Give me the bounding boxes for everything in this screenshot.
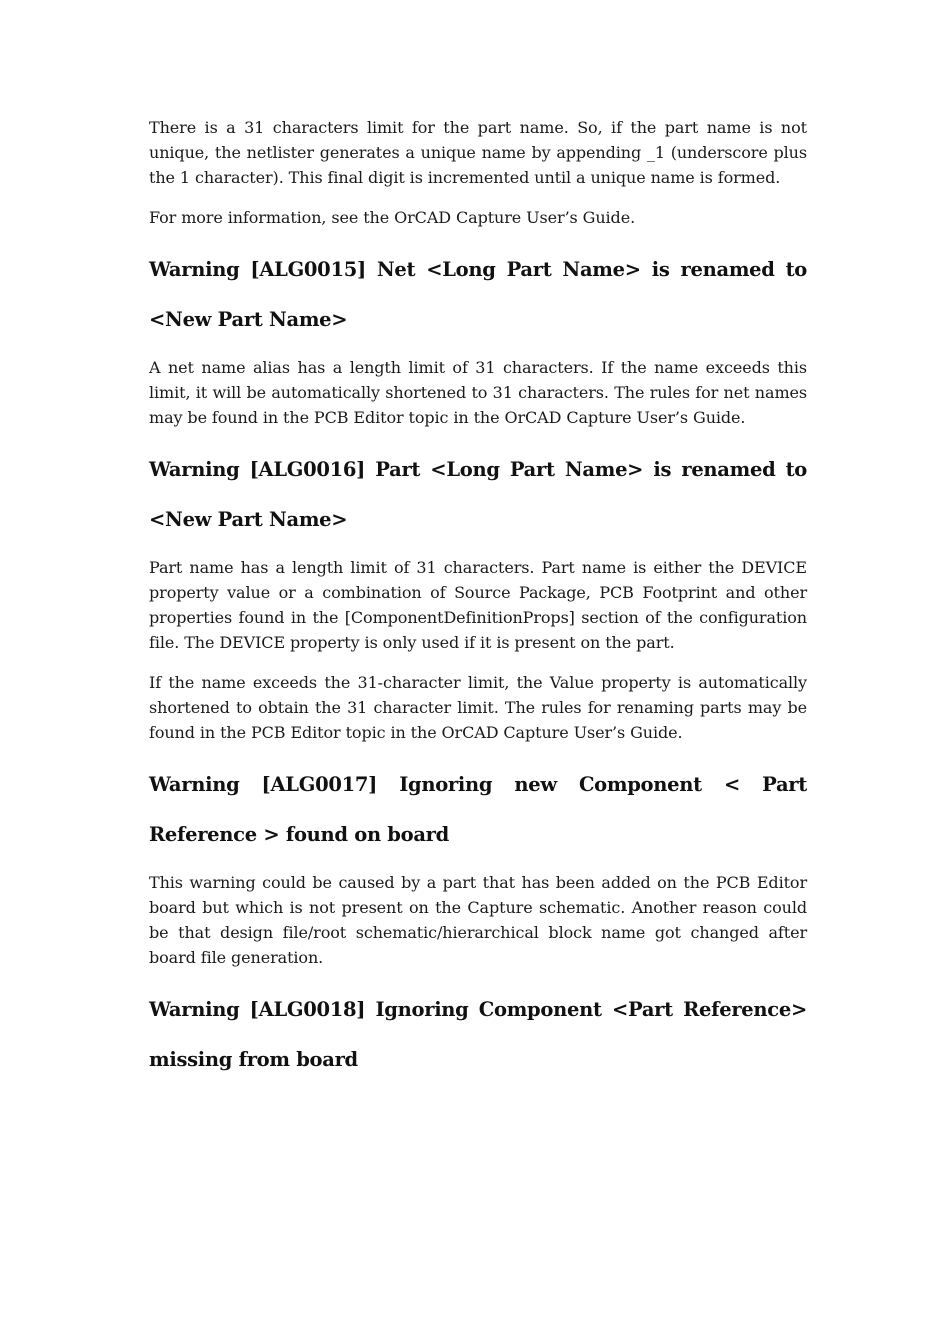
- section-heading-alg0016: Warning [ALG0016] Part <Long Part Name> is renamed to <New Part Name>: [149, 458, 807, 531]
- section-paragraph-alg0016-2: If the name exceeds the 31-character limit, the Value property is automatically shortened to obtain the 31 character limit. The rules for renaming parts may be found in the PCB Editor topic in the OrCAD Capture User’s Guide.: [149, 673, 807, 742]
- section-heading-alg0018: Warning [ALG0018] Ignoring Component <Part Reference> missing from board: [149, 998, 807, 1071]
- section-heading-alg0017: Warning [ALG0017] Ignoring new Component < Part Reference > found on board: [149, 773, 807, 846]
- section-paragraph-alg0017: This warning could be caused by a part that has been added on the PCB Editor board but which is not present on the Capture schematic. Another reason could be that design file/root schematic/hierarchical block name got changed after board file generation.: [149, 873, 807, 967]
- section-heading-alg0015: Warning [ALG0015] Net <Long Part Name> is renamed to <New Part Name>: [149, 258, 807, 331]
- document-page: [149, 115, 807, 1095]
- section-paragraph-alg0016-1: Part name has a length limit of 31 characters. Part name is either the DEVICE property value or a combination of Source Package, PCB Footprint and other properties found in the [ComponentDefinitionProps] section of the configuration file. The DEVICE property is only used if it is present on the part.: [149, 558, 807, 652]
- section-paragraph-alg0015: A net name alias has a length limit of 31 characters. If the name exceeds this limit, it will be automatically shortened to 31 characters. The rules for net names may be found in the PCB Editor topic in the OrCAD Capture User’s Guide.: [149, 358, 807, 427]
- intro-paragraph-2: For more information, see the OrCAD Capture User’s Guide.: [149, 208, 636, 227]
- intro-paragraph-1: There is a 31 characters limit for the part name. So, if the part name is not unique, the netlister generates a unique name by appending _1 (underscore plus the 1 character). This final digit is incremented until a unique name is formed.: [149, 118, 807, 187]
